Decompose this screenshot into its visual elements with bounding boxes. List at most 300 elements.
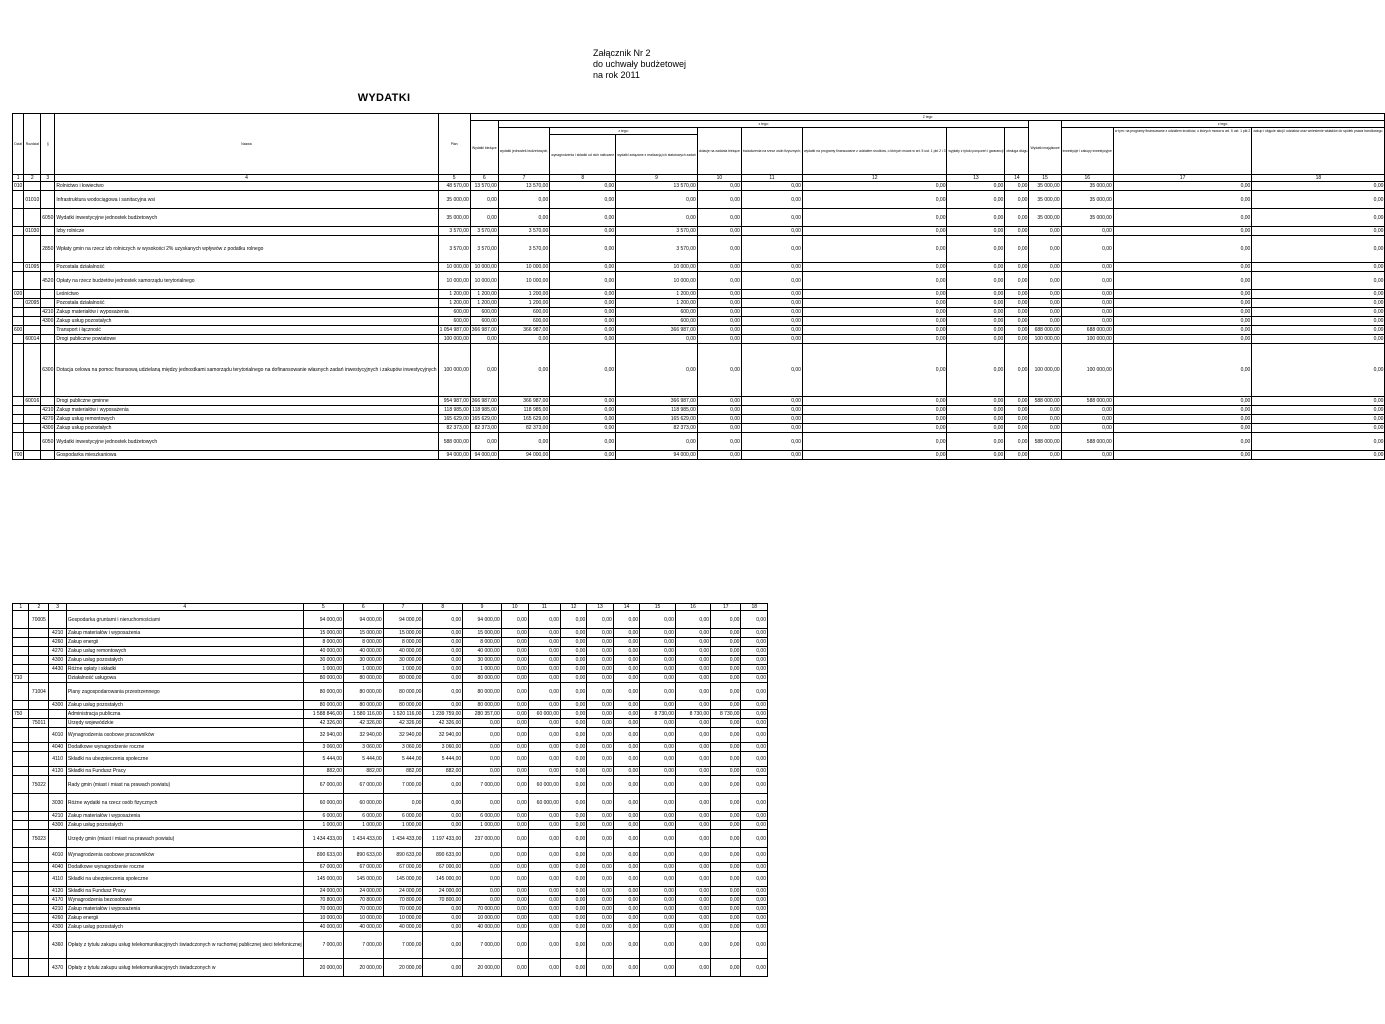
amount-cell: 0,00 — [711, 647, 741, 656]
table-row — [13, 959, 768, 977]
amount-cell: 80 000,00 — [303, 683, 343, 701]
amount-cell: 0,00 — [560, 752, 586, 767]
amount-cell: 0,00 — [675, 728, 710, 743]
amount-cell: 600,00 — [498, 317, 549, 326]
table-2-body — [13, 611, 768, 977]
amount-cell: 0,00 — [1113, 263, 1252, 272]
amount-cell: 0,00 — [616, 191, 698, 209]
amount-cell: 0,00 — [463, 848, 502, 863]
amount-cell: 0,00 — [616, 344, 698, 397]
paragraph-cell: 4300 — [42, 425, 54, 431]
amount-cell: 0,00 — [528, 914, 560, 923]
amount-cell: 0,00 — [697, 227, 741, 236]
amount-cell: 0,00 — [1252, 182, 1385, 191]
header-programy: wydatki na programy finansowane z udziałem środków, o których mowa w art. 5 ust. 1 pkt 2 i 3 — [802, 128, 947, 175]
amount-cell: 100 000,00 — [1029, 335, 1061, 344]
amount-cell: 1 580 116,00 — [343, 710, 383, 719]
amount-cell: 0,00 — [1113, 299, 1252, 308]
amount-cell: 1 200,00 — [438, 290, 470, 299]
dzial-cell — [13, 263, 24, 272]
amount-cell: 0,00 — [1005, 182, 1029, 191]
amount-cell: 0,00 — [560, 914, 586, 923]
amount-cell: 0,00 — [613, 932, 639, 959]
amount-cell: 82 373,00 — [438, 424, 470, 433]
column-number: 6 — [470, 175, 498, 182]
header-inwestycje: inwestycje i zakupy inwestycyjne — [1061, 128, 1113, 175]
amount-cell: 24 000,00 — [383, 887, 423, 896]
amount-cell: 0,00 — [501, 752, 528, 767]
header-wydatki-majatkowe: Wydatki majątkowe — [1029, 121, 1061, 175]
amount-cell: 600,00 — [470, 317, 498, 326]
amount-cell: 80 000,00 — [383, 683, 423, 701]
dzial-cell — [13, 701, 29, 710]
rozdzial-cell — [24, 182, 41, 191]
table-row — [13, 830, 768, 848]
amount-cell: 0,00 — [741, 656, 768, 665]
amount-cell: 0,00 — [741, 872, 768, 887]
amount-cell: 0,00 — [697, 317, 741, 326]
amount-cell: 0,00 — [613, 812, 639, 821]
rozdzial-cell — [29, 647, 49, 656]
paragraph-cell: 6050 — [41, 433, 55, 451]
amount-cell: 0,00 — [613, 701, 639, 710]
amount-cell: 1 434 433,00 — [383, 830, 423, 848]
amount-cell: 0,00 — [560, 896, 586, 905]
amount-cell: 0,00 — [501, 812, 528, 821]
amount-cell: 0,00 — [711, 914, 741, 923]
amount-cell: 0,00 — [802, 424, 947, 433]
column-number-row — [13, 604, 768, 611]
header-nazwa: Nazwa — [55, 114, 438, 175]
amount-cell: 0,00 — [616, 433, 698, 451]
amount-cell: 0,00 — [741, 848, 768, 863]
table-row — [13, 752, 768, 767]
amount-cell: 0,00 — [528, 611, 560, 629]
amount-cell: 0,00 — [463, 752, 502, 767]
amount-cell: 0,00 — [741, 317, 802, 326]
amount-cell: 0,00 — [1113, 209, 1252, 227]
amount-cell: 882,00 — [303, 767, 343, 776]
amount-cell: 8 000,00 — [463, 638, 502, 647]
name-cell: Wynagrodzenia osobowe pracowników — [66, 848, 303, 863]
amount-cell: 0,00 — [640, 629, 676, 638]
amount-cell: 0,00 — [501, 887, 528, 896]
amount-cell: 0,00 — [587, 905, 613, 914]
amount-cell: 0,00 — [697, 209, 741, 227]
name-cell: Zakup usług remontowych — [55, 415, 438, 424]
amount-cell: 35 000,00 — [1029, 182, 1061, 191]
dzial-cell — [13, 227, 24, 236]
amount-cell: 3 570,00 — [470, 227, 498, 236]
name-cell: Składki na Fundusz Pracy — [66, 767, 303, 776]
dzial-cell — [13, 638, 29, 647]
amount-cell: 0,00 — [1061, 290, 1113, 299]
amount-cell: 0,00 — [697, 290, 741, 299]
amount-cell: 0,00 — [711, 665, 741, 674]
amount-cell: 1 000,00 — [303, 821, 343, 830]
amount-cell: 8 730,00 — [640, 710, 676, 719]
amount-cell: 0,00 — [947, 290, 1005, 299]
amount-cell: 80 000,00 — [463, 701, 502, 710]
name-cell: Działalność usługowa — [66, 674, 303, 683]
amount-cell: 0,00 — [528, 848, 560, 863]
amount-cell: 0,00 — [1005, 326, 1029, 335]
column-number: 12 — [802, 175, 947, 182]
amount-cell: 0,00 — [550, 424, 616, 433]
amount-cell: 0,00 — [528, 923, 560, 932]
amount-cell: 0,00 — [550, 299, 616, 308]
amount-cell: 0,00 — [463, 887, 502, 896]
amount-cell: 0,00 — [501, 743, 528, 752]
table-1-body — [13, 182, 1385, 460]
amount-cell: 0,00 — [587, 656, 613, 665]
column-number: 12 — [560, 604, 586, 611]
dzial-cell — [13, 647, 29, 656]
paragraph-cell: 4210 — [49, 905, 67, 914]
amount-cell: 0,00 — [802, 290, 947, 299]
amount-cell: 0,00 — [741, 728, 768, 743]
dzial-cell — [13, 308, 24, 317]
rozdzial-cell — [29, 812, 49, 821]
amount-cell: 0,00 — [560, 629, 586, 638]
amount-cell: 0,00 — [640, 848, 676, 863]
amount-cell: 0,00 — [697, 451, 741, 460]
amount-cell: 32 940,00 — [343, 728, 383, 743]
amount-cell: 0,00 — [675, 752, 710, 767]
amount-cell: 0,00 — [675, 629, 710, 638]
name-cell: Zakup energii — [66, 638, 303, 647]
amount-cell: 0,00 — [697, 236, 741, 263]
amount-cell: 0,00 — [550, 290, 616, 299]
amount-cell: 0,00 — [613, 719, 639, 728]
column-number: 2 — [29, 604, 49, 611]
amount-cell: 882,00 — [383, 767, 423, 776]
amount-cell: 100 000,00 — [1029, 344, 1061, 397]
table-row — [13, 923, 768, 932]
amount-cell: 0,00 — [423, 776, 463, 794]
rozdzial-cell — [29, 887, 49, 896]
amount-cell: 10 000,00 — [463, 914, 502, 923]
header-wynagrodzenia: wynagrodzenia i składki od nich naliczane — [550, 135, 616, 175]
amount-cell: 0,00 — [1252, 335, 1385, 344]
amount-cell: 0,00 — [697, 335, 741, 344]
amount-cell: 80 000,00 — [343, 674, 383, 683]
paragraph-cell: 4040 — [49, 743, 67, 752]
amount-cell: 6 000,00 — [343, 812, 383, 821]
amount-cell: 0,00 — [675, 638, 710, 647]
amount-cell: 0,00 — [587, 872, 613, 887]
amount-cell: 0,00 — [528, 674, 560, 683]
amount-cell: 0,00 — [741, 887, 768, 896]
paragraph-cell — [49, 776, 67, 794]
paragraph-cell — [41, 263, 55, 272]
dzial-cell — [13, 191, 24, 209]
name-cell: Zakup usług pozostałych — [55, 317, 438, 326]
amount-cell: 0,00 — [1005, 272, 1029, 290]
rozdzial-cell — [29, 767, 49, 776]
table-row — [13, 896, 768, 905]
amount-cell: 0,00 — [528, 656, 560, 665]
amount-cell: 70 000,00 — [303, 905, 343, 914]
name-cell: Wydatki inwestycyjne jednostek budżetowych — [55, 433, 438, 451]
amount-cell: 0,00 — [711, 863, 741, 872]
table-row — [13, 272, 1385, 290]
header-swiadczenia: świadczenia na rzecz osób fizycznych; — [741, 128, 802, 175]
amount-cell: 0,00 — [1061, 227, 1113, 236]
amount-cell: 0,00 — [560, 710, 586, 719]
annex-line-1: Załącznik Nr 2 — [593, 48, 651, 58]
rozdzial-cell — [24, 209, 41, 227]
amount-cell: 0,00 — [1113, 433, 1252, 451]
amount-cell: 67 000,00 — [383, 863, 423, 872]
dzial-cell — [13, 728, 29, 743]
amount-cell: 0,00 — [1252, 344, 1385, 397]
name-cell: Opłaty z tytułu zakupu usług telekomunikacyjnych świadczonych w — [66, 959, 303, 977]
amount-cell: 0,00 — [741, 863, 768, 872]
amount-cell: 0,00 — [501, 776, 528, 794]
table-row — [13, 236, 1385, 263]
dzial-cell — [13, 611, 29, 629]
annex-line-3: na rok 2011 — [593, 70, 640, 80]
amount-cell: 0,00 — [640, 821, 676, 830]
amount-cell: 0,00 — [741, 674, 768, 683]
amount-cell: 0,00 — [560, 812, 586, 821]
amount-cell: 0,00 — [640, 683, 676, 701]
amount-cell: 0,00 — [802, 406, 947, 415]
amount-cell: 0,00 — [675, 674, 710, 683]
amount-cell: 600,00 — [470, 308, 498, 317]
paragraph-cell — [49, 830, 67, 848]
amount-cell: 0,00 — [675, 923, 710, 932]
rozdzial-cell — [29, 863, 49, 872]
amount-cell: 0,00 — [1005, 191, 1029, 209]
amount-cell: 0,00 — [528, 767, 560, 776]
table-row — [13, 863, 768, 872]
amount-cell: 0,00 — [528, 932, 560, 959]
rozdzial-cell — [29, 914, 49, 923]
page-title: WYDATKI — [357, 92, 411, 104]
amount-cell: 0,00 — [802, 415, 947, 424]
amount-cell: 0,00 — [802, 182, 947, 191]
amount-cell: 0,00 — [423, 794, 463, 812]
amount-cell: 10 000,00 — [616, 263, 698, 272]
paragraph-cell — [49, 710, 67, 719]
dzial-cell — [13, 830, 29, 848]
amount-cell: 0,00 — [1005, 397, 1029, 406]
amount-cell: 13 570,00 — [616, 182, 698, 191]
dzial-cell — [13, 317, 24, 326]
name-cell: Infrastruktura wodociągowa i sanitacyjna wsi — [55, 191, 438, 209]
amount-cell: 0,00 — [501, 647, 528, 656]
amount-cell: 0,00 — [697, 263, 741, 272]
amount-cell: 0,00 — [1061, 424, 1113, 433]
amount-cell: 67 000,00 — [303, 776, 343, 794]
amount-cell: 0,00 — [528, 821, 560, 830]
amount-cell: 0,00 — [741, 923, 768, 932]
column-number: 14 — [1005, 175, 1029, 182]
amount-cell: 0,00 — [423, 656, 463, 665]
amount-cell: 5 444,00 — [303, 752, 343, 767]
name-cell: Różne opłaty i składki — [66, 665, 303, 674]
amount-cell: 0,00 — [560, 767, 586, 776]
amount-cell: 0,00 — [528, 647, 560, 656]
amount-cell: 0,00 — [802, 227, 947, 236]
amount-cell: 0,00 — [550, 236, 616, 263]
name-cell: Zakup usług remontowych — [66, 647, 303, 656]
amount-cell: 94 000,00 — [438, 451, 470, 460]
paragraph-cell: 2850 — [41, 236, 55, 263]
amount-cell: 0,00 — [640, 728, 676, 743]
amount-cell: 588 000,00 — [438, 433, 470, 451]
dzial-cell — [13, 656, 29, 665]
amount-cell: 80 000,00 — [303, 701, 343, 710]
amount-cell: 0,00 — [1005, 317, 1029, 326]
header-paragraph: § — [41, 114, 55, 175]
amount-cell: 0,00 — [528, 863, 560, 872]
amount-cell: 1 239 759,00 — [423, 710, 463, 719]
amount-cell: 67 000,00 — [343, 776, 383, 794]
amount-cell: 3 060,00 — [423, 743, 463, 752]
amount-cell: 0,00 — [1113, 344, 1252, 397]
amount-cell: 0,00 — [587, 794, 613, 812]
amount-cell: 0,00 — [697, 191, 741, 209]
amount-cell: 0,00 — [587, 647, 613, 656]
rozdzial-cell — [29, 896, 49, 905]
amount-cell: 0,00 — [587, 914, 613, 923]
amount-cell: 0,00 — [587, 752, 613, 767]
amount-cell: 0,00 — [528, 719, 560, 728]
amount-cell: 0,00 — [741, 794, 768, 812]
amount-cell: 0,00 — [675, 848, 710, 863]
amount-cell: 600,00 — [438, 317, 470, 326]
amount-cell: 0,00 — [560, 905, 586, 914]
paragraph-cell: 4270 — [42, 416, 54, 422]
amount-cell: 0,00 — [613, 611, 639, 629]
amount-cell: 0,00 — [470, 209, 498, 227]
amount-cell: 588 000,00 — [1029, 433, 1061, 451]
name-cell: Składki na ubezpieczenia społeczne — [66, 872, 303, 887]
amount-cell: 40 000,00 — [343, 647, 383, 656]
amount-cell: 0,00 — [550, 308, 616, 317]
rozdzial-cell — [29, 674, 49, 683]
column-number: 17 — [1113, 175, 1252, 182]
amount-cell: 0,00 — [550, 263, 616, 272]
amount-cell: 1 197 433,00 — [423, 830, 463, 848]
amount-cell: 0,00 — [675, 611, 710, 629]
table-row — [13, 451, 1385, 460]
amount-cell: 3 570,00 — [470, 236, 498, 263]
amount-cell: 7 000,00 — [383, 776, 423, 794]
amount-cell: 1 200,00 — [470, 299, 498, 308]
amount-cell: 882,00 — [343, 767, 383, 776]
amount-cell: 0,00 — [947, 263, 1005, 272]
rozdzial-cell — [29, 665, 49, 674]
amount-cell: 8 000,00 — [383, 638, 423, 647]
table-row — [13, 638, 768, 647]
paragraph-cell: 4300 — [49, 923, 67, 932]
amount-cell: 0,00 — [1005, 227, 1029, 236]
amount-cell: 0,00 — [697, 308, 741, 317]
amount-cell: 0,00 — [741, 308, 802, 317]
amount-cell: 0,00 — [640, 896, 676, 905]
amount-cell: 0,00 — [501, 701, 528, 710]
amount-cell: 0,00 — [1252, 263, 1385, 272]
amount-cell: 7 000,00 — [383, 932, 423, 959]
name-cell: Zakup usług pozostałych — [66, 821, 303, 830]
dzial-cell — [13, 794, 29, 812]
amount-cell: 0,00 — [613, 863, 639, 872]
amount-cell: 0,00 — [697, 299, 741, 308]
paragraph-cell: 4260 — [49, 914, 67, 923]
table-row — [13, 872, 768, 887]
rozdzial-cell — [29, 701, 49, 710]
paragraph-cell — [41, 227, 55, 236]
amount-cell: 0,00 — [640, 776, 676, 794]
amount-cell: 0,00 — [640, 887, 676, 896]
amount-cell: 0,00 — [675, 830, 710, 848]
amount-cell: 366 987,00 — [498, 326, 549, 335]
table-row — [13, 656, 768, 665]
amount-cell: 0,00 — [423, 611, 463, 629]
amount-cell: 0,00 — [675, 776, 710, 794]
table-row — [13, 317, 1385, 326]
amount-cell: 0,00 — [498, 209, 549, 227]
amount-cell: 1 520 116,00 — [383, 710, 423, 719]
amount-cell: 0,00 — [1005, 335, 1029, 344]
paragraph-cell: 6050 — [41, 209, 55, 227]
amount-cell: 0,00 — [613, 959, 639, 977]
amount-cell: 0,00 — [711, 821, 741, 830]
column-number: 14 — [613, 604, 639, 611]
amount-cell: 0,00 — [501, 674, 528, 683]
amount-cell: 0,00 — [741, 611, 768, 629]
amount-cell: 0,00 — [501, 863, 528, 872]
header-plan: Plan — [438, 114, 470, 175]
amount-cell: 10 000,00 — [498, 263, 549, 272]
amount-cell: 0,00 — [501, 794, 528, 812]
amount-cell: 0,00 — [501, 665, 528, 674]
rozdzial-cell: 75022 — [29, 776, 49, 794]
amount-cell: 0,00 — [711, 794, 741, 812]
amount-cell: 0,00 — [613, 665, 639, 674]
amount-cell: 0,00 — [587, 812, 613, 821]
dzial-cell — [13, 872, 29, 887]
amount-cell: 0,00 — [802, 344, 947, 397]
amount-cell: 0,00 — [711, 923, 741, 932]
amount-cell: 0,00 — [1029, 317, 1061, 326]
amount-cell: 0,00 — [640, 701, 676, 710]
amount-cell: 165 629,00 — [616, 415, 698, 424]
name-cell: Rolnictwo i łowiectwo — [55, 182, 438, 191]
table-row — [13, 914, 768, 923]
amount-cell: 3 060,00 — [303, 743, 343, 752]
dzial-cell — [13, 776, 29, 794]
paragraph-cell: 4110 — [49, 872, 67, 887]
amount-cell: 0,00 — [640, 863, 676, 872]
amount-cell: 7 000,00 — [303, 932, 343, 959]
amount-cell: 60 000,00 — [528, 776, 560, 794]
amount-cell: 10 000,00 — [470, 263, 498, 272]
amount-cell: 30 000,00 — [463, 656, 502, 665]
amount-cell: 0,00 — [501, 638, 528, 647]
amount-cell: 60 000,00 — [343, 794, 383, 812]
paragraph-cell: 4110 — [49, 752, 67, 767]
dzial-cell — [13, 424, 24, 433]
amount-cell: 0,00 — [1061, 451, 1113, 460]
amount-cell: 0,00 — [741, 905, 768, 914]
amount-cell: 0,00 — [613, 794, 639, 812]
amount-cell: 0,00 — [463, 728, 502, 743]
